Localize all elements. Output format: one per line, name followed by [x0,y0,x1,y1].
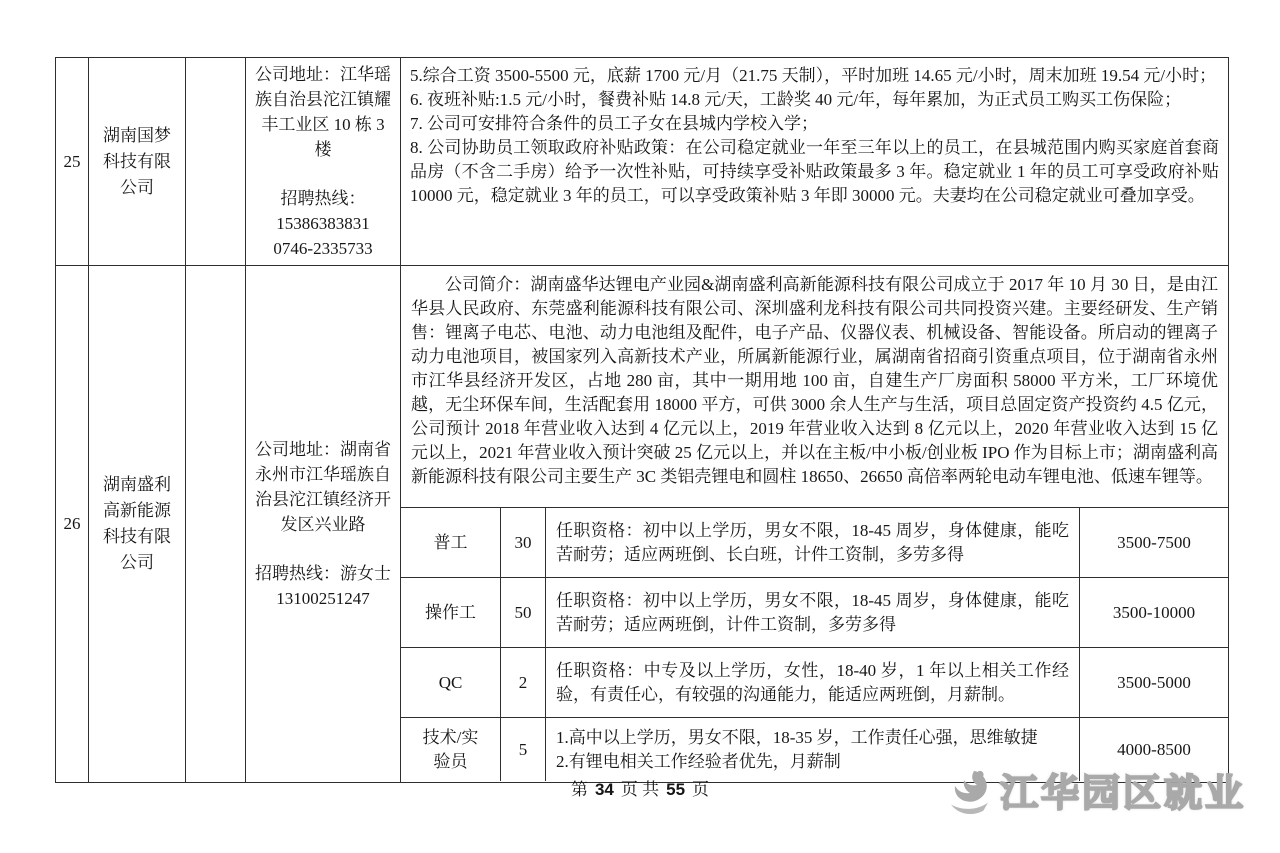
benefit-item: 5.综合工资 3500-5500 元，底薪 1700 元/月（21.75 天制），平时加班 14.65 元/小时，周末加班 19.54 元/小时； [410,66,1217,85]
footer-text: 第 [570,780,588,799]
company-address: 公司地址：江华瑶族自治县沱江镇耀丰工业区 10 栋 3 楼 [255,65,391,159]
company-contact-cell [246,266,401,783]
footer-text: 页 共 [620,780,660,799]
job-title: 技术/实验员 [401,718,501,781]
phone-number: 0746-2335733 [273,239,373,258]
job-title: 操作工 [401,578,501,647]
job-requirements [546,508,1080,577]
company-intro: 公司简介：湖南盛华达锂电产业园&湖南盛利高新能源科技有限公司成立于 2017 年 10 月 30 日，是由江华县人民政府、东莞盛利能源科技有限公司、深圳盛利龙科技有限公司共同投资兴建。主要经研发、生产销售：锂离子电芯、电池、动力电池组及配件，电子产品、仪器仪表、机械设备、智能设备。所启动的锂离子动力电池项目，被国家列入高新技术产业，所属新能源行业，属湖南省招商引资重点项目，位于湖南省永州市江华县经济开发区，占地 280 亩，其中一期用地 100 亩，自建生产厂房面积 58000 平方米，工厂环境优越，无尘环保车间，生活配套用 18000 平方，可供 3000 余人生产与生活，项目总固定资产投资约 4.5 亿元，公司预计 2018 年营业收入达到 4 亿元以上，2019 年营业收入达到 8 亿元以上，2020 年营业收入达到 15 亿元以上，2021 年营业收入预计突破 25 亿元以上，并以在主板/中小板/创业板 IPO 作为目标上市；湖南盛利高新能源科技有限公司主要生产 3C 类铝壳锂电和圆柱 18650、26650 高倍率两轮电动车锂电池、低速车锂等。 [411,275,1218,486]
watermark-logo-icon [944,764,996,816]
page-number-current: 34 [594,780,614,799]
company-name: 湖南国梦科技有限公司 [89,58,186,266]
recruitment-table [55,57,1229,783]
document-table [55,57,1229,783]
spacer [252,162,394,186]
job-title: 普工 [401,508,501,577]
job-requirements [546,648,1080,717]
job-headcount: 30 [501,508,546,577]
job-salary: 3500-7500 [1117,532,1191,552]
watermark [944,762,1246,817]
job-requirements [546,578,1080,647]
row-number: 25 [56,58,89,266]
company-contact-cell [246,58,401,266]
job-list [401,507,1228,781]
hotline-label: 招聘热线： [280,189,366,208]
job-headcount: 2 [501,648,546,717]
job-salary: 4000-8500 [1117,739,1191,759]
spacer [252,537,394,561]
footer-text: 页 [692,780,710,799]
watermark-text: 江华园区就业 [999,773,1246,815]
company-details-cell [401,266,1229,783]
job-requirement-line: 2.有锂电相关工作经验者优先，月薪制 [556,751,841,771]
job-headcount: 50 [501,578,546,647]
table-row-26 [56,266,1229,783]
job-row [401,647,1228,717]
job-row [401,507,1228,577]
job-requirement-line: 1.高中以上学历，男女不限，18-35 岁，工作责任心强，思维敏捷 [556,727,1038,747]
job-requirement-line: 任职资格：初中以上学历，男女不限，18-45 周岁，身体健康，能吃苦耐劳；适应两班倒、长白班，计件工资制，多劳多得 [556,520,1069,564]
job-requirement-line: 任职资格：初中以上学历，男女不限，18-45 周岁，身体健康，能吃苦耐劳；适应两班倒，计件工资制，多劳多得 [556,590,1069,634]
table-row-25 [56,58,1229,266]
company-benefits-cell [401,58,1229,266]
job-requirement-line: 任职资格：中专及以上学历，女性，18-40 岁，1 年以上相关工作经验，有责任心，有较强的沟通能力，能适应两班倒，月薪制。 [556,660,1069,704]
row-number: 26 [56,266,89,783]
benefit-item: 7. 公司可安排符合条件的员工子女在县城内学校入学； [410,114,818,133]
empty-cell [186,58,246,266]
benefit-item: 8. 公司协助员工领取政府补贴政策：在公司稳定就业一年至三年以上的员工，在县城范围内购买家庭首套商品房（不含二手房）给予一次性补贴，可持续享受补贴政策最多 3 年。稳定就业 1 年的员工可享受政府补贴 10000 元，稳定就业 3 年的员工，可以享受政策补贴 3 年即 30000 元。夫妻均在公司稳定就业可叠加享受。 [410,138,1219,205]
benefit-item: 6. 夜班补贴:1.5 元/小时，餐费补贴 14.8 元/天，工龄奖 40 元/年，每年累加，为正式员工购买工伤保险； [410,90,1182,109]
company-address: 公司地址：湖南省永州市江华瑶族自治县沱江镇经济开发区兴业路 [255,440,391,534]
company-name: 湖南盛利高新能源科技有限公司 [89,266,186,783]
job-headcount: 5 [501,718,546,781]
job-title: QC [401,648,501,717]
job-row [401,577,1228,647]
page-number-total: 55 [666,780,686,799]
phone-number: 15386383831 [276,214,370,233]
job-salary: 3500-5000 [1117,672,1191,692]
recruit-hotline: 招聘热线：游女士 13100251247 [255,564,391,608]
empty-cell [186,266,246,783]
job-salary: 3500-10000 [1112,602,1196,622]
